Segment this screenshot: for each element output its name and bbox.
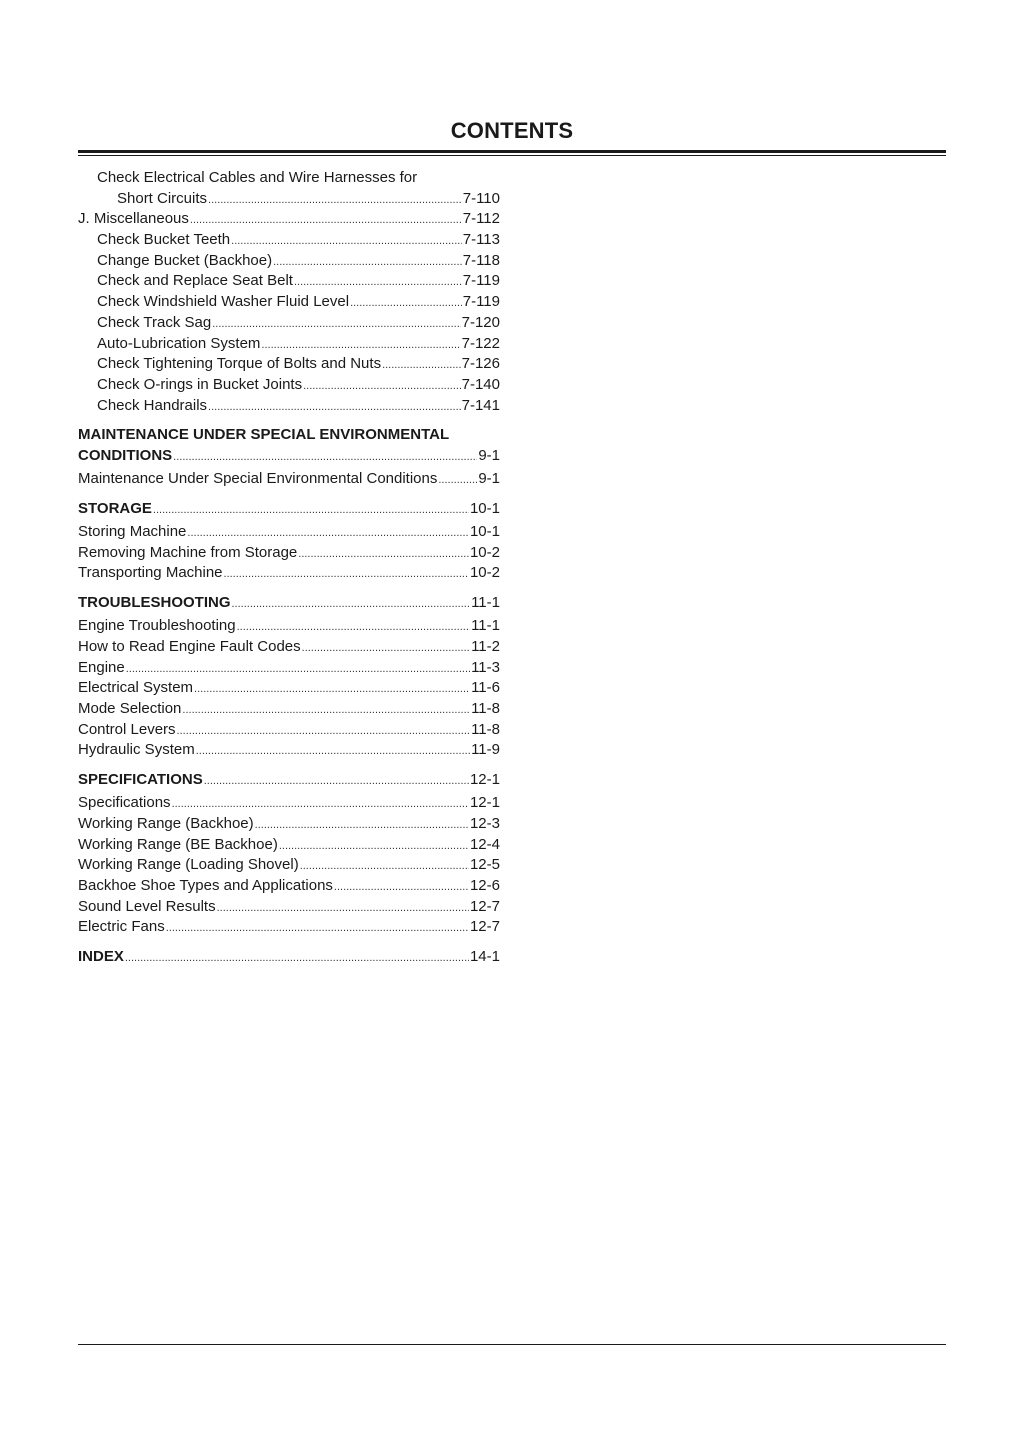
toc-dot-leader <box>232 593 471 615</box>
table-of-contents <box>78 168 500 968</box>
toc-section-heading <box>78 446 500 467</box>
toc-section-heading <box>78 425 500 446</box>
toc-dot-leader <box>261 334 460 356</box>
toc-dot-leader <box>217 897 469 919</box>
toc-entry-title: Working Range (Backhoe) <box>78 814 254 832</box>
toc-page-number: 10-2 <box>469 564 500 582</box>
toc-entry-title: Change Bucket (Backhoe) <box>97 251 273 269</box>
toc-dot-leader <box>300 855 469 877</box>
toc-entry <box>78 637 500 658</box>
toc-page-number: 11-8 <box>471 720 500 738</box>
toc-entry-title: Electrical System <box>78 679 194 697</box>
toc-dot-leader <box>224 563 469 585</box>
toc-entry <box>78 313 500 334</box>
toc-page-number: 11-6 <box>471 679 500 697</box>
toc-dot-leader <box>382 354 461 376</box>
toc-dot-leader <box>182 699 470 721</box>
toc-dot-leader <box>190 209 462 231</box>
toc-entry-title: Mode Selection <box>78 700 182 717</box>
toc-page-number: 9-1 <box>478 446 500 464</box>
toc-dot-leader <box>172 793 469 815</box>
toc-dot-leader <box>438 469 477 491</box>
toc-dot-leader <box>237 616 470 638</box>
toc-entry <box>78 168 500 189</box>
toc-dot-leader <box>208 396 461 418</box>
toc-entry-title: Auto-Lubrication System <box>97 334 261 352</box>
toc-dot-leader <box>196 740 470 762</box>
toc-page-number: 12-4 <box>469 835 500 853</box>
toc-entry-title: Control Levers <box>78 720 176 738</box>
toc-page-number: 10-2 <box>469 543 500 561</box>
toc-page-number: 7-112 <box>462 210 500 228</box>
toc-page-number: 11-9 <box>471 741 500 759</box>
toc-entry-title: J. Miscellaneous <box>78 210 189 228</box>
toc-page-number: 7-141 <box>461 396 500 414</box>
toc-entry-title: Backhoe Shoe Types and Applications <box>78 877 333 894</box>
toc-page-number: 9-1 <box>478 470 500 488</box>
toc-page-number: 7-120 <box>461 313 500 331</box>
toc-page-number: 7-140 <box>461 375 500 393</box>
toc-entry-title: STORAGE <box>78 499 152 517</box>
toc-entry <box>78 209 500 230</box>
toc-page-number: 7-119 <box>462 272 500 290</box>
toc-entry <box>78 469 500 490</box>
toc-entry-title: Check O-rings in Bucket Joints <box>97 375 303 393</box>
toc-entry <box>78 189 500 210</box>
toc-dot-leader <box>302 637 470 659</box>
toc-entry <box>78 740 500 761</box>
toc-section-heading <box>78 770 500 791</box>
toc-entry <box>78 522 500 543</box>
toc-entry <box>78 917 500 938</box>
toc-entry-title: Sound Level Results <box>78 897 216 915</box>
footer-rule <box>78 1344 946 1345</box>
toc-entry <box>78 334 500 355</box>
toc-entry <box>78 876 500 897</box>
toc-entry-title: INDEX <box>78 948 124 966</box>
toc-entry <box>78 251 500 272</box>
toc-entry <box>78 699 500 720</box>
toc-entry <box>78 375 500 396</box>
toc-entry-title: Check and Replace Seat Belt <box>97 272 293 290</box>
toc-entry-title: Check Tightening Torque of Bolts and Nuts <box>97 355 382 373</box>
toc-page-number: 7-113 <box>462 231 500 249</box>
toc-page-number: 7-118 <box>462 251 500 269</box>
toc-page-number: 7-122 <box>461 334 500 352</box>
toc-section-heading <box>78 499 500 520</box>
toc-page-number: 11-2 <box>471 637 500 655</box>
toc-entry <box>78 354 500 375</box>
header-rule-thick <box>78 150 946 153</box>
toc-entry-title: Check Electrical Cables and Wire Harnesses for <box>97 169 418 186</box>
toc-entry-title: Check Track Sag <box>97 313 212 331</box>
toc-dot-leader <box>334 876 469 898</box>
toc-entry-title: Check Windshield Washer Fluid Level <box>97 293 350 311</box>
toc-entry <box>78 897 500 918</box>
toc-entry-title: MAINTENANCE UNDER SPECIAL ENVIRONMENTAL <box>78 426 450 444</box>
toc-section-heading <box>78 947 500 968</box>
toc-entry-title: Storing Machine <box>78 523 187 540</box>
toc-entry <box>78 616 500 637</box>
toc-entry-title: Maintenance Under Special Environmental Conditions <box>78 470 438 488</box>
toc-entry <box>78 678 500 699</box>
toc-entry-title: Engine <box>78 658 125 676</box>
toc-dot-leader <box>204 770 469 792</box>
toc-dot-leader <box>177 720 471 742</box>
toc-entry-title: Working Range (Loading Shovel) <box>78 856 299 874</box>
toc-page-number: 7-126 <box>461 355 500 373</box>
toc-dot-leader <box>208 189 462 211</box>
toc-page-number: 12-7 <box>469 918 500 936</box>
toc-dot-leader <box>294 271 462 293</box>
toc-entry-title: Specifications <box>78 794 171 812</box>
toc-dot-leader <box>126 658 470 680</box>
toc-dot-leader <box>298 543 469 565</box>
toc-dot-leader <box>279 835 469 857</box>
toc-entry-title: Removing Machine from Storage <box>78 543 298 561</box>
toc-page-number: 10-1 <box>469 523 500 540</box>
toc-page-number: 12-5 <box>469 856 500 874</box>
toc-page-number: 11-1 <box>471 617 500 635</box>
toc-section-heading <box>78 593 500 614</box>
toc-entry-title: Working Range (BE Backhoe) <box>78 835 278 853</box>
toc-page-number: 14-1 <box>469 948 500 966</box>
toc-dot-leader <box>350 292 462 314</box>
toc-entry <box>78 814 500 835</box>
header-rule-thin <box>78 155 946 156</box>
toc-page-number: 12-3 <box>469 814 500 832</box>
toc-entry <box>78 855 500 876</box>
toc-entry <box>78 563 500 584</box>
toc-page-number: 11-1 <box>471 594 500 612</box>
toc-entry <box>78 658 500 679</box>
toc-dot-leader <box>187 522 469 544</box>
toc-entry-title: How to Read Engine Fault Codes <box>78 637 301 655</box>
toc-entry <box>78 292 500 313</box>
toc-entry <box>78 396 500 417</box>
toc-page-number: 7-119 <box>462 293 500 311</box>
toc-dot-leader <box>255 814 469 836</box>
toc-dot-leader <box>303 375 461 397</box>
toc-page-number: 12-6 <box>469 877 500 894</box>
toc-entry <box>78 835 500 856</box>
toc-dot-leader <box>212 313 460 335</box>
toc-entry <box>78 543 500 564</box>
toc-dot-leader <box>231 230 462 252</box>
toc-page-number: 12-1 <box>469 771 500 789</box>
toc-dot-leader <box>125 947 469 969</box>
toc-dot-leader <box>273 251 462 273</box>
toc-entry-title: Check Handrails <box>97 396 208 414</box>
toc-page-number: 11-8 <box>471 700 500 717</box>
toc-entry-title: Electric Fans <box>78 918 165 936</box>
toc-dot-leader <box>166 917 469 939</box>
page-title: CONTENTS <box>450 118 574 143</box>
toc-page-number: 12-7 <box>469 897 500 915</box>
toc-entry-title: Hydraulic System <box>78 741 195 759</box>
toc-entry-title: Check Bucket Teeth <box>97 231 231 249</box>
toc-page-number: 10-1 <box>469 499 500 517</box>
toc-dot-leader <box>173 446 477 468</box>
toc-page-number: 12-1 <box>469 794 500 812</box>
toc-entry-title: CONDITIONS <box>78 446 173 464</box>
toc-entry-title: SPECIFICATIONS <box>78 771 203 789</box>
toc-entry-title: TROUBLESHOOTING <box>78 594 231 612</box>
toc-entry-title: Short Circuits <box>117 189 208 207</box>
toc-page-number: 7-110 <box>462 189 500 207</box>
toc-entry <box>78 720 500 741</box>
toc-page-number: 11-3 <box>471 658 500 676</box>
toc-entry-title: Engine Troubleshooting <box>78 617 236 635</box>
toc-entry-title: Transporting Machine <box>78 564 223 582</box>
toc-entry <box>78 793 500 814</box>
toc-dot-leader <box>194 678 470 700</box>
toc-dot-leader <box>153 499 469 521</box>
toc-entry <box>78 271 500 292</box>
toc-entry <box>78 230 500 251</box>
